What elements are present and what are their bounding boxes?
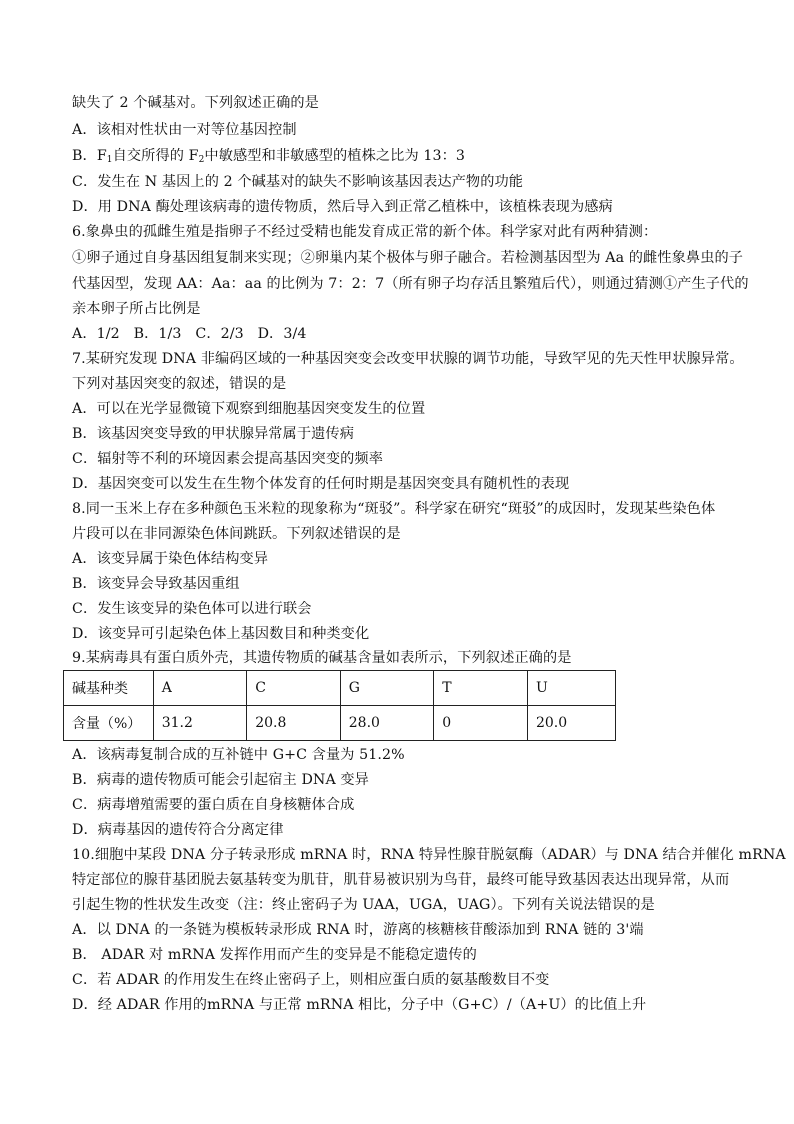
base-content-table xyxy=(63,670,616,741)
q8-option-b: B．该变异会导致基因重组 xyxy=(72,576,240,592)
q9-option-a: A．该病毒复制合成的互补链中 G+C 含量为 51.2% xyxy=(72,747,405,763)
table-cell: 28.0 xyxy=(340,706,434,741)
q7-option-d: D．基因突变可以发生在生物个体发育的任何时期是基因突变具有随机性的表现 xyxy=(72,476,570,492)
q9-stem: 9.某病毒具有蛋白质外壳，其遗传物质的碱基含量如表所示，下列叙述正确的是 xyxy=(72,650,572,666)
q6-stem-line-4: 亲本卵子所占比例是 xyxy=(72,301,201,317)
table-cell: 31.2 xyxy=(153,706,247,741)
q7-option-b: B．该基因突变导致的甲状腺异常属于遗传病 xyxy=(72,426,354,442)
q10-option-a: A．以 DNA 的一条链为模板转录形成 RNA 时，游离的核糖核苷酸添加到 RNA 链的 3'端 xyxy=(72,922,644,938)
q6-stem-line-1: 6.象鼻虫的孤雌生殖是指卵子不经过受精也能发育成正常的新个体。科学家对此有两种猜测： xyxy=(72,224,658,240)
q8-stem-line-1: 8.同一玉米上存在多种颜色玉米粒的现象称为“斑驳”。科学家在研究“斑驳”的成因时，发现某些染色体 xyxy=(72,501,716,517)
table-cell: A xyxy=(153,671,247,706)
q5-option-c: C．发生在 N 基因上的 2 个碱基对的缺失不影响该基因表达产物的功能 xyxy=(72,174,524,190)
table-header-row xyxy=(64,671,616,706)
q7-stem-line-2: 下列对基因突变的叙述，错误的是 xyxy=(72,376,287,392)
table-cell: 碱基种类 xyxy=(64,671,154,706)
q5-option-d: D．用 DNA 酶处理该病毒的遗传物质，然后导入到正常乙植株中，该植株表现为感病 xyxy=(72,199,613,215)
table-cell: 20.0 xyxy=(527,706,615,741)
q6-options: A．1/2 B．1/3 C．2/3 D．3/4 xyxy=(72,326,307,342)
table-cell: U xyxy=(527,671,615,706)
table-cell: C xyxy=(247,671,341,706)
q9-option-d: D．病毒基因的遗传符合分离定律 xyxy=(72,822,284,838)
q10-option-d: D．经 ADAR 作用的mRNA 与正常 mRNA 相比，分子中（G+C）/（A+U）的比值上升 xyxy=(72,997,647,1013)
q10-option-c: C．若 ADAR 的作用发生在终止密码子上，则相应蛋白质的氨基酸数目不变 xyxy=(72,972,550,988)
q9-option-b: B．病毒的遗传物质可能会引起宿主 DNA 变异 xyxy=(72,772,369,788)
q6-stem-line-2: ①卵子通过自身基因组复制来实现；②卵巢内某个极体与卵子融合。若检测基因型为 Aa 的雌性象鼻虫的子 xyxy=(72,250,744,266)
table-cell: G xyxy=(340,671,434,706)
table-cell: 含量（%） xyxy=(64,706,154,741)
q7-stem-line-1: 7.某研究发现 DNA 非编码区域的一种基因突变会改变甲状腺的调节功能，导致罕见的先天性甲状腺异常。 xyxy=(72,351,744,367)
q8-option-d: D．该变异可引起染色体上基因数目和种类变化 xyxy=(72,626,370,642)
table-cell: 0 xyxy=(434,706,528,741)
table-cell: T xyxy=(434,671,528,706)
q8-stem-line-2: 片段可以在非同源染色体间跳跃。下列叙述错误的是 xyxy=(72,526,401,542)
q6-stem-line-3: 代基因型，发现 AA：Aa：aa 的比例为 7：2：7（所有卵子均存活且繁殖后代），则通过猜测①产生子代的 xyxy=(72,276,749,292)
q5-option-b: B．$F_1$自交所得的 $F_2$中敏感型和非敏感型的植株之比为 13：3 xyxy=(72,148,466,165)
table-cell: 20.8 xyxy=(247,706,341,741)
q5-option-a: A．该相对性状由一对等位基因控制 xyxy=(72,122,297,138)
q5-stem-tail: 缺失了 2 个碱基对。下列叙述正确的是 xyxy=(72,95,319,111)
q7-option-a: A．可以在光学显微镜下观察到细胞基因突变发生的位置 xyxy=(72,401,426,417)
table-row xyxy=(64,706,616,741)
q7-option-c: C．辐射等不利的环境因素会提高基因突变的频率 xyxy=(72,451,383,467)
q10-stem-line-2: 特定部位的腺苷基团脱去氨基转变为肌苷，肌苷易被识别为鸟苷，最终可能导致基因表达出现异常，从而 xyxy=(72,872,730,888)
q10-stem-line-3: 引起生物的性状发生改变（注：终止密码子为 UAA，UGA，UAG）。下列有关说法错误的是 xyxy=(72,897,655,913)
q10-stem-line-1: 10.细胞中某段 DNA 分子转录形成 mRNA 时，RNA 特异性腺苷脱氨酶（ADAR）与 DNA 结合并催化 mRNA xyxy=(72,847,786,863)
q8-option-c: C．发生该变异的染色体可以进行联会 xyxy=(72,601,312,617)
q10-option-b: B． ADAR 对 mRNA 发挥作用而产生的变异是不能稳定遗传的 xyxy=(72,947,477,963)
q9-option-c: C．病毒增殖需要的蛋白质在自身核糖体合成 xyxy=(72,797,355,813)
q8-option-a: A．该变异属于染色体结构变异 xyxy=(72,551,269,567)
